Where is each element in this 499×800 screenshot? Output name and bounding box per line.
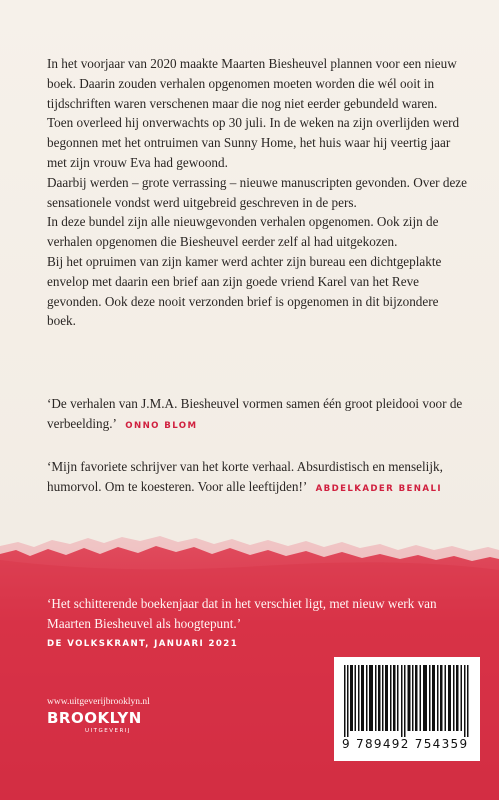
blurb-author: ABDELKADER BENALI <box>315 483 442 494</box>
description-paragraph: Daarbij werden – grote verrassing – nieuwe manuscripten gevonden. Over deze sensationele vondst werd uitgebreid geschreven in de pers. <box>47 174 468 210</box>
press-quote-source: DE VOLKSKRANT, JANUARI 2021 <box>47 639 239 649</box>
description-paragraph: Bij het opruimen van zijn kamer werd achter zijn bureau een dichtgeplakte envelop met daarin een brief aan zijn goede vriend Karel van het Reve gevonden. Ook deze nooit verzonden brief is opgenomen in dit bijzondere boek. <box>47 253 442 329</box>
publisher-url: www.uitgeverijbrooklyn.nl <box>47 697 150 707</box>
blurb-quote <box>47 457 477 500</box>
blurb-quote <box>47 394 477 437</box>
description-paragraph: In deze bundel zijn alle nieuwgevonden verhalen opgenomen. Ook zijn de verhalen opgenomen die Biesheuvel eerder zelf al had uitgekozen. <box>47 214 439 250</box>
blurb-text: ‘De verhalen van J.M.A. Biesheuvel vormen samen één groot pleidooi voor de verbeelding.’ <box>47 396 463 431</box>
description-paragraph: Toen overleed hij onverwachts op 30 juli. In de weken na zijn overlijden werd begonnen met het ontruimen van Sunny Home, het huis waar hij veertig jaar met zijn vrouw Eva had gewoond. <box>47 115 460 170</box>
publisher-logo: BROOKLYN <box>47 709 142 727</box>
description-text <box>47 54 467 331</box>
press-quote: ‘Het schitterende boekenjaar dat in het verschiet ligt, met nieuw werk van Maarten Biesheuvel als hoogtepunt.’ <box>47 596 437 631</box>
blurb-text: ‘Mijn favoriete schrijver van het korte verhaal. Absurdistisch en menselijk, humorvol. Om te koesteren. Voor alle leeftijden!’ <box>47 459 443 494</box>
isbn-number: 9 789492 754359 <box>342 737 469 751</box>
publisher-logo-subtitle: UITGEVERIJ <box>85 728 132 734</box>
blurb-author: ONNO BLOM <box>125 420 198 431</box>
description-paragraph: In het voorjaar van 2020 maakte Maarten Biesheuvel plannen voor een nieuw boek. Daarin zouden verhalen opgenomen moeten worden die wél ooit in tijdschriften waren verschenen maar die nog niet eerder gebundeld waren. <box>47 56 457 111</box>
barcode-bars <box>344 665 470 737</box>
isbn-barcode <box>334 657 480 761</box>
